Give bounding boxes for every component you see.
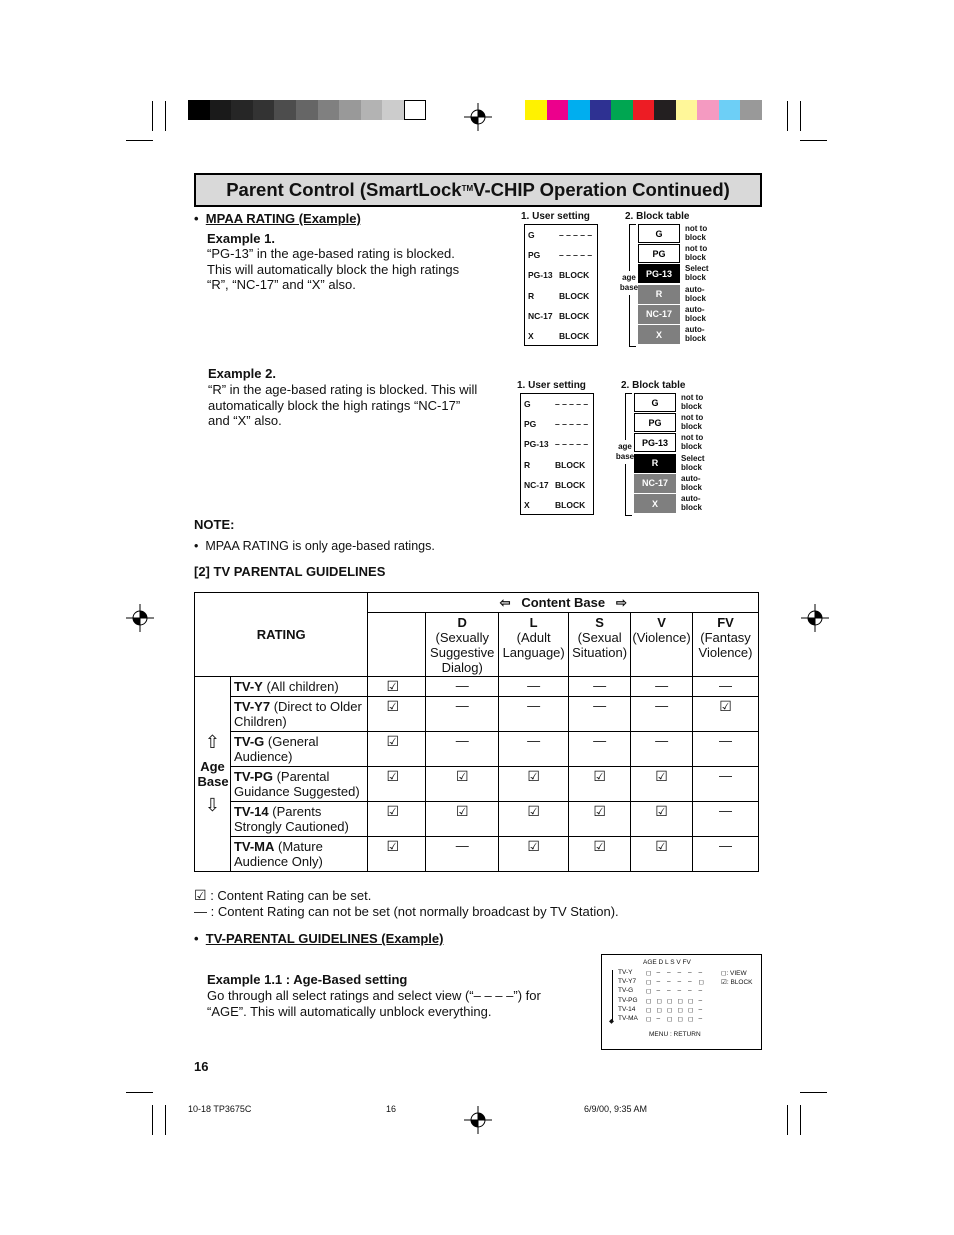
gray-swatch — [188, 100, 210, 120]
user-rating-label: G — [528, 230, 535, 240]
block-rating-note: not to block — [681, 413, 704, 432]
checkbox-checked-icon: ☑ — [368, 677, 426, 697]
age-bracket — [629, 224, 636, 271]
gray-swatch — [318, 100, 340, 120]
block-table-heading: 2. Block table — [625, 211, 690, 222]
checkbox-checked-icon: ☑ — [569, 802, 631, 837]
checkbox-icon: ◻ — [688, 1006, 694, 1014]
crop-mark — [800, 1105, 801, 1135]
user-rating-value: BLOCK — [559, 270, 590, 281]
color-swatch — [654, 100, 676, 120]
footer-center: 16 — [386, 1104, 397, 1114]
dash-icon: — — [693, 837, 759, 872]
user-rating-value: BLOCK — [555, 500, 586, 510]
block-rating-cell: G — [634, 393, 676, 412]
registration-target-icon — [464, 1106, 492, 1134]
dash-icon: — — [426, 697, 499, 732]
column-header-l: L (Adult Language) — [499, 613, 569, 677]
dash-icon: – — [698, 1005, 703, 1013]
checkbox-checked-icon: ☑ — [631, 802, 693, 837]
block-rating-cell: X — [638, 325, 680, 344]
dash-icon: — — [693, 767, 759, 802]
user-rating-value: BLOCK — [555, 479, 586, 490]
dash-icon: – — [656, 969, 661, 976]
rating-name-cell: TV-PG (Parental Guidance Suggested) — [230, 767, 368, 802]
checkbox-icon: ◻ — [646, 979, 652, 987]
dash-icon: – — [667, 969, 671, 976]
block-rating-note: not to block — [685, 224, 708, 242]
color-swatch — [697, 100, 719, 120]
dash-icon: — — [631, 732, 693, 767]
user-setting-heading: 1. User setting — [521, 211, 590, 222]
color-swatch — [547, 100, 569, 120]
user-setting-heading: 1. User setting — [517, 380, 586, 391]
checkbox-icon: ◻ — [646, 1006, 652, 1014]
mpaa-heading: • MPAA RATING (Example) — [194, 211, 361, 226]
checkbox-checked-icon: ☑ — [499, 767, 569, 802]
footer-right: 6/9/00, 9:35 AM — [584, 1104, 648, 1114]
checkbox-icon: ◻ — [677, 997, 683, 1005]
gray-swatch — [296, 100, 318, 120]
block-rating-note: Select block — [681, 453, 705, 472]
checkbox-checked-icon: ☑ — [426, 802, 499, 837]
view-legend: ◻: VIEW — [721, 970, 747, 977]
registration-target-icon — [126, 604, 154, 632]
table-row — [195, 677, 759, 697]
checkbox-checked-icon: ☑ — [631, 837, 693, 872]
crop-mark — [152, 1105, 153, 1135]
footer-left: 10-18 TP3675C — [188, 1104, 252, 1114]
checkbox-checked-icon: ☑ — [426, 767, 499, 802]
cursor-diamond-icon: ◆ — [609, 1018, 614, 1025]
note-title: NOTE: — [194, 517, 235, 532]
checkbox-icon: ◻ — [646, 988, 652, 996]
page-number: 16 — [194, 1059, 209, 1074]
dash-icon: — — [499, 732, 569, 767]
block-rating-cell: R — [638, 285, 680, 304]
gray-swatch — [361, 100, 383, 120]
note-text: • MPAA RATING is only age-based ratings. — [194, 539, 435, 553]
menu-row-label: TV-Y7 — [618, 978, 637, 986]
block-rating-note: auto-block — [685, 304, 706, 323]
dash-icon: – — [688, 987, 692, 995]
checkbox-checked-icon: ☑ — [368, 732, 426, 767]
block-rating-cell: NC-17 — [638, 305, 680, 324]
gray-swatch — [210, 100, 232, 120]
dash-icon: – — [677, 969, 682, 976]
dash-icon: — — [631, 677, 693, 697]
example1-text: “PG-13” in the age-based rating is blocked. This will automatically block the high ratings “R”, “NC-17” and “X” also. — [207, 246, 460, 292]
dash-icon: — — [693, 677, 759, 697]
dash-icon: — — [499, 697, 569, 732]
dash-icon: – — [688, 978, 692, 986]
age-bracket — [625, 464, 632, 516]
arrow-down-icon — [612, 970, 613, 1022]
arrow-right-icon: ⇨ — [615, 594, 627, 610]
crop-mark — [787, 1105, 788, 1135]
legend-dash: — : Content Rating can not be set (not normally broadcast by TV Station). — [194, 904, 619, 919]
age-base-cell: ⇧ Age Base ⇩ — [195, 677, 231, 872]
menu-row-label: TV-G — [618, 987, 634, 995]
checkbox-checked-icon: ☑ — [569, 767, 631, 802]
dash-icon: — — [426, 732, 499, 767]
column-header-v: V (Violence) — [631, 613, 693, 677]
age-bracket — [625, 393, 632, 440]
registration-target-icon — [464, 103, 492, 131]
checkbox-icon: ◻ — [698, 979, 704, 987]
crop-mark — [800, 1092, 827, 1093]
gray-swatch — [339, 100, 361, 120]
dash-icon: – — [667, 978, 671, 986]
user-rating-value: BLOCK — [555, 459, 586, 470]
user-setting-box — [524, 224, 598, 346]
rating-name-cell: TV-G (General Audience) — [230, 732, 368, 767]
table-row — [195, 802, 759, 837]
checkbox-checked-icon: ☑ — [499, 802, 569, 837]
user-rating-label: PG — [524, 419, 537, 430]
user-rating-label: X — [528, 331, 534, 341]
crop-mark — [126, 140, 153, 141]
checkbox-icon: ◻ — [646, 970, 652, 977]
dash-icon: — — [569, 732, 631, 767]
color-swatch — [676, 100, 698, 120]
tv-guidelines-table — [194, 592, 759, 872]
dash-icon: – — [698, 996, 703, 1004]
dash-icon: — — [693, 802, 759, 837]
block-rating-note: not to block — [681, 433, 704, 452]
checkbox-checked-icon: ☑ — [368, 837, 426, 872]
legend-check: ☑ : Content Rating can be set. — [194, 887, 372, 903]
block-legend: ☑: BLOCK — [721, 979, 753, 986]
rating-header: RATING — [195, 593, 368, 677]
column-header-d: D (Sexually Suggestive Dialog) — [426, 613, 499, 677]
checkbox-icon: ◻ — [667, 1016, 673, 1023]
column-header-s: S (Sexual Situation) — [569, 613, 631, 677]
user-rating-value: BLOCK — [559, 331, 590, 341]
block-rating-note: auto-block — [685, 284, 706, 303]
checkbox-icon: ◻ — [688, 997, 694, 1005]
block-rating-cell: PG — [634, 413, 676, 432]
dash-icon: — — [631, 697, 693, 732]
block-rating-cell: X — [634, 494, 676, 513]
color-swatch — [633, 100, 655, 120]
menu-footer: MENU : RETURN — [649, 1031, 701, 1038]
crop-mark — [787, 101, 788, 131]
dash-icon: – — [698, 987, 703, 995]
dash-icon: — — [194, 904, 207, 919]
block-rating-note: auto-block — [681, 494, 702, 512]
checkbox-checked-icon: ☑ — [368, 767, 426, 802]
block-rating-cell: NC-17 — [634, 474, 676, 493]
rating-name-cell: TV-Y7 (Direct to Older Children) — [230, 697, 368, 732]
crop-mark — [126, 1092, 153, 1093]
user-rating-value: – – – – – — [559, 230, 593, 240]
dash-icon: – — [698, 1015, 703, 1022]
column-header-empty — [368, 613, 426, 677]
dash-icon: – — [656, 1015, 661, 1022]
user-rating-label: NC-17 — [528, 310, 553, 321]
color-swatch — [568, 100, 590, 120]
dash-icon: – — [677, 987, 682, 995]
block-rating-cell: PG-13 — [634, 433, 676, 452]
dash-icon: — — [693, 732, 759, 767]
checkbox-checked-icon: ☑ — [569, 837, 631, 872]
example2-title: Example 2. — [208, 366, 276, 381]
gray-swatch — [404, 100, 426, 120]
block-rating-note: not to block — [685, 244, 708, 263]
page-title: Parent Control (SmartLock ™ V-CHIP Operation Continued) — [194, 173, 762, 207]
dash-icon: — — [499, 677, 569, 697]
block-rating-note: not to block — [681, 393, 704, 411]
checkbox-icon: ◻ — [656, 997, 662, 1005]
example1-title: Example 1. — [207, 231, 275, 246]
checkbox-checked-icon: ☑ — [194, 887, 207, 903]
user-setting-box — [520, 393, 594, 515]
menu-row-label: TV-14 — [618, 1005, 636, 1013]
user-rating-value: BLOCK — [559, 290, 590, 301]
color-swatch — [611, 100, 633, 120]
color-swatch — [590, 100, 612, 120]
dash-icon: – — [688, 969, 692, 976]
menu-row-label: TV-MA — [618, 1015, 638, 1022]
dash-icon: – — [677, 978, 682, 986]
menu-header: AGE D L S V FV — [643, 959, 691, 966]
rating-name-cell: TV-Y (All children) — [230, 677, 368, 697]
block-rating-cell: G — [638, 224, 680, 243]
crop-mark — [800, 101, 801, 131]
checkbox-icon: ◻ — [677, 1006, 683, 1014]
registration-target-icon — [801, 604, 829, 632]
user-rating-label: PG-13 — [528, 270, 553, 281]
dash-icon: – — [667, 987, 671, 995]
user-rating-label: X — [524, 500, 530, 510]
checkbox-checked-icon: ☑ — [368, 802, 426, 837]
checkbox-checked-icon: ☑ — [693, 697, 759, 732]
checkbox-icon: ◻ — [646, 997, 652, 1005]
table-row — [195, 697, 759, 732]
checkbox-checked-icon: ☑ — [631, 767, 693, 802]
color-swatch — [719, 100, 741, 120]
block-rating-cell: PG — [638, 244, 680, 263]
example2-text: “R” in the age-based rating is blocked. This will automatically block the high ratings “NC-17” and “X” also. — [208, 382, 478, 428]
age-base-label: age base — [615, 442, 635, 461]
user-rating-value: – – – – – — [555, 399, 589, 409]
age-base-label: age base — [619, 273, 639, 292]
menu-row-label: TV-Y — [618, 969, 633, 976]
example-section-heading: • TV-PARENTAL GUIDELINES (Example) — [194, 931, 444, 946]
color-swatch — [740, 100, 762, 120]
user-rating-value: – – – – – — [559, 250, 593, 261]
user-rating-label: G — [524, 399, 531, 409]
dash-icon: — — [426, 837, 499, 872]
block-rating-cell: PG-13 — [638, 264, 680, 283]
crop-mark — [800, 140, 827, 141]
dash-icon: — — [569, 697, 631, 732]
checkbox-checked-icon: ☑ — [368, 697, 426, 732]
table-row — [195, 767, 759, 802]
arrow-up-icon: ⇧ — [204, 732, 221, 752]
tv-section-heading: [2] TV PARENTAL GUIDELINES — [194, 564, 386, 579]
crop-mark — [165, 101, 166, 131]
dash-icon: — — [569, 677, 631, 697]
user-rating-value: BLOCK — [559, 310, 590, 321]
rating-name-cell: TV-14 (Parents Strongly Cautioned) — [230, 802, 368, 837]
checkbox-icon: ◻ — [688, 1016, 694, 1023]
dash-icon: – — [656, 987, 661, 995]
checkbox-checked-icon: ☑ — [499, 837, 569, 872]
table-row — [195, 837, 759, 872]
block-table-heading: 2. Block table — [621, 380, 686, 391]
block-rating-note: Select block — [685, 264, 709, 283]
example1-1-title: Example 1.1 : Age-Based setting — [207, 972, 408, 987]
user-rating-value: – – – – – — [555, 419, 589, 430]
arrow-down-icon: ⇩ — [204, 795, 221, 815]
user-rating-label: R — [524, 459, 531, 470]
block-rating-cell: R — [634, 454, 676, 473]
checkbox-icon: ◻ — [646, 1016, 652, 1023]
content-base-header: ⇦ Content Base ⇨ — [368, 593, 759, 613]
gray-swatch — [253, 100, 275, 120]
block-rating-note: auto-block — [685, 325, 706, 343]
dash-icon: – — [656, 978, 661, 986]
checkbox-icon: ◻ — [667, 1006, 673, 1014]
user-rating-label: R — [528, 290, 535, 301]
arrow-left-icon: ⇦ — [499, 594, 511, 610]
user-rating-label: PG-13 — [524, 439, 549, 450]
rating-name-cell: TV-MA (Mature Audience Only) — [230, 837, 368, 872]
gray-swatch — [231, 100, 253, 120]
user-rating-label: PG — [528, 250, 541, 261]
checkbox-icon: ◻ — [656, 1006, 662, 1014]
dash-icon: — — [426, 677, 499, 697]
color-swatch — [525, 100, 547, 120]
dash-icon: – — [698, 969, 703, 976]
user-rating-value: – – – – – — [555, 439, 589, 450]
on-screen-menu — [601, 954, 762, 1050]
gray-swatch — [274, 100, 296, 120]
block-rating-note: auto-block — [681, 473, 702, 492]
checkbox-icon: ◻ — [667, 997, 673, 1005]
user-rating-label: NC-17 — [524, 479, 549, 490]
menu-row-label: TV-PG — [618, 996, 638, 1004]
crop-mark — [165, 1105, 166, 1135]
table-row — [195, 732, 759, 767]
gray-swatch — [382, 100, 404, 120]
age-bracket — [629, 295, 636, 347]
checkbox-icon: ◻ — [677, 1016, 683, 1023]
crop-mark — [152, 101, 153, 131]
example1-1-text: Go through all select ratings and select view (“– – – –”) for “AGE”. This will automatically unblock everything. — [207, 988, 541, 1019]
column-header-fv: FV (Fantasy Violence) — [693, 613, 759, 677]
